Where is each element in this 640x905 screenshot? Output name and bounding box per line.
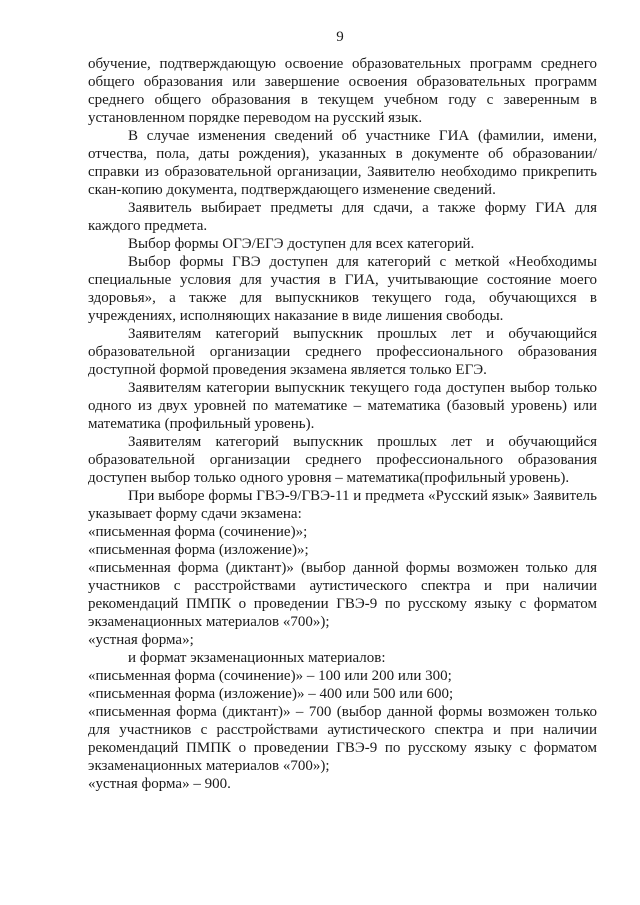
list-item: «устная форма» – 900. (88, 776, 231, 792)
paragraph-material-format: и формат экзаменационных материалов: (128, 650, 386, 666)
list-item: «устная форма»; (88, 632, 194, 648)
paragraph-subject-choice: Заявитель выбирает предметы для сдачи, а также форму ГИА для каждого предмета. (88, 200, 597, 234)
document-body (88, 55, 597, 793)
page-number: 9 (336, 29, 344, 45)
paragraph-russian-form: При выборе формы ГВЭ-9/ГВЭ-11 и предмета «Русский язык» Заявитель указывает форму сдачи экзамена: (88, 488, 597, 522)
paragraph-current-graduates-math: Заявителям категории выпускник текущего года доступен выбор только одного из двух уровней по математике – математика (базовый уровень) или математика (профильный уровень). (88, 380, 597, 432)
list-item: «письменная форма (изложение)» – 400 или 500 или 600; (88, 686, 454, 702)
paragraph-past-graduates-math: Заявителям категорий выпускник прошлых лет и обучающийся образовательной организации среднего профессионального образования доступен выбор только одного уровня – математика(профильный уровень). (88, 434, 597, 486)
paragraph-past-graduates: Заявителям категорий выпускник прошлых лет и обучающийся образовательной организации среднего профессионального образования доступной формой проведения экзамена является только ЕГЭ. (88, 326, 597, 378)
list-item: «письменная форма (изложение)»; (88, 542, 309, 558)
list-item: «письменная форма (сочинение)» – 100 или 200 или 300; (88, 668, 452, 684)
paragraph-data-change: В случае изменения сведений об участнике ГИА (фамилии, имени, отчества, пола, даты рождения), указанных в документе об образовании/справки из образовательной организации, Заявителю необходимо прикрепить скан-копию документа, подтверждающего изменение сведений. (88, 128, 597, 198)
paragraph-continuation: обучение, подтверждающую освоение образовательных программ среднего общего образования или завершение освоения образовательных программ среднего общего образования в текущем учебном году с заверенным в установленном порядке переводом на русский язык. (88, 56, 597, 126)
paragraph-gve-choice: Выбор формы ГВЭ доступен для категорий с меткой «Необходимы специальные условия для участия в ГИА, учитывающие состояние моего здоровья», а также для выпускников текущего года, обучающихся в учреждениях, исполняющих наказание в виде лишения свободы. (88, 254, 597, 324)
list-item: «письменная форма (диктант)» (выбор данной формы возможен только для участников с расстройствами аутистического спектра и при наличии рекомендаций ПМПК о проведении ГВЭ-9 по русскому языку с форматом экзаменационных материалов «700»); (88, 560, 597, 630)
list-item: «письменная форма (диктант)» – 700 (выбор данной формы возможен только для участников с расстройствами аутистического спектра и при наличии рекомендаций ПМПК о проведении ГВЭ-9 по русскому языку с форматом экзаменационных материалов «700»); (88, 704, 597, 774)
list-item: «письменная форма (сочинение)»; (88, 524, 308, 540)
paragraph-oge-ege: Выбор формы ОГЭ/ЕГЭ доступен для всех категорий. (128, 236, 475, 252)
